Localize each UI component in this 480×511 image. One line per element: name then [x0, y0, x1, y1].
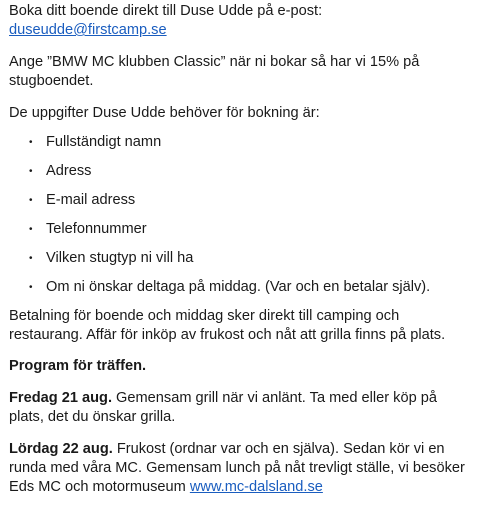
list-item-text: Fullständigt namn [46, 134, 162, 150]
bullet-icon: • [29, 195, 33, 206]
list-item [9, 249, 474, 268]
booking-intro-text: Boka ditt boende direkt till Duse Udde på e-post: [9, 3, 323, 19]
list-item [9, 278, 474, 297]
saturday-label: Lördag 22 aug. [9, 441, 113, 457]
list-item-text: Adress [46, 163, 92, 179]
discount-paragraph: Ange ”BMW MC klubben Classic” när ni bokar så har vi 15% på stugboendet. [9, 54, 420, 89]
list-item [9, 191, 474, 210]
list-item [9, 133, 474, 152]
friday-paragraph [9, 389, 474, 427]
requirements-list [9, 133, 474, 297]
friday-label: Fredag 21 aug. [9, 390, 112, 406]
list-item-text: Telefonnummer [46, 221, 147, 237]
bullet-icon: • [29, 166, 33, 177]
requirements-heading: De uppgifter Duse Udde behöver för bokning är: [9, 105, 320, 121]
list-item [9, 162, 474, 181]
booking-paragraph [9, 2, 474, 40]
friday-text: Gemensam grill när vi anlänt. Ta med eller köp på plats, det du önskar grilla. [9, 390, 438, 425]
list-item [9, 220, 474, 239]
bullet-icon: • [29, 137, 33, 148]
mc-dalsland-link[interactable]: www.mc-dalsland.se [189, 479, 323, 495]
bullet-icon: • [29, 253, 33, 264]
booking-email-link[interactable]: duseudde@firstcamp.se [9, 22, 167, 38]
list-item-text: Vilken stugtyp ni vill ha [46, 250, 194, 266]
bullet-icon: • [29, 224, 33, 235]
program-heading [9, 357, 474, 376]
program-heading-text: Program för träffen. [9, 358, 147, 374]
list-item-text: E-mail adress [46, 192, 136, 208]
saturday-paragraph [9, 440, 474, 497]
payment-paragraph: Betalning för boende och middag sker direkt till camping och restaurang. Affär för inköp av frukost och nåt att grilla finns på plats. [9, 308, 446, 343]
list-item-text: Om ni önskar deltaga på middag. (Var och en betalar själv). [46, 279, 431, 295]
email-body [9, 2, 474, 511]
bullet-icon: • [29, 282, 33, 293]
saturday-text: Frukost (ordnar var och en själva). Sedan kör vi en runda med våra MC. Gemensam lunch på nåt trevligt ställe, vi besöker Eds MC och motormuseum [9, 441, 465, 495]
